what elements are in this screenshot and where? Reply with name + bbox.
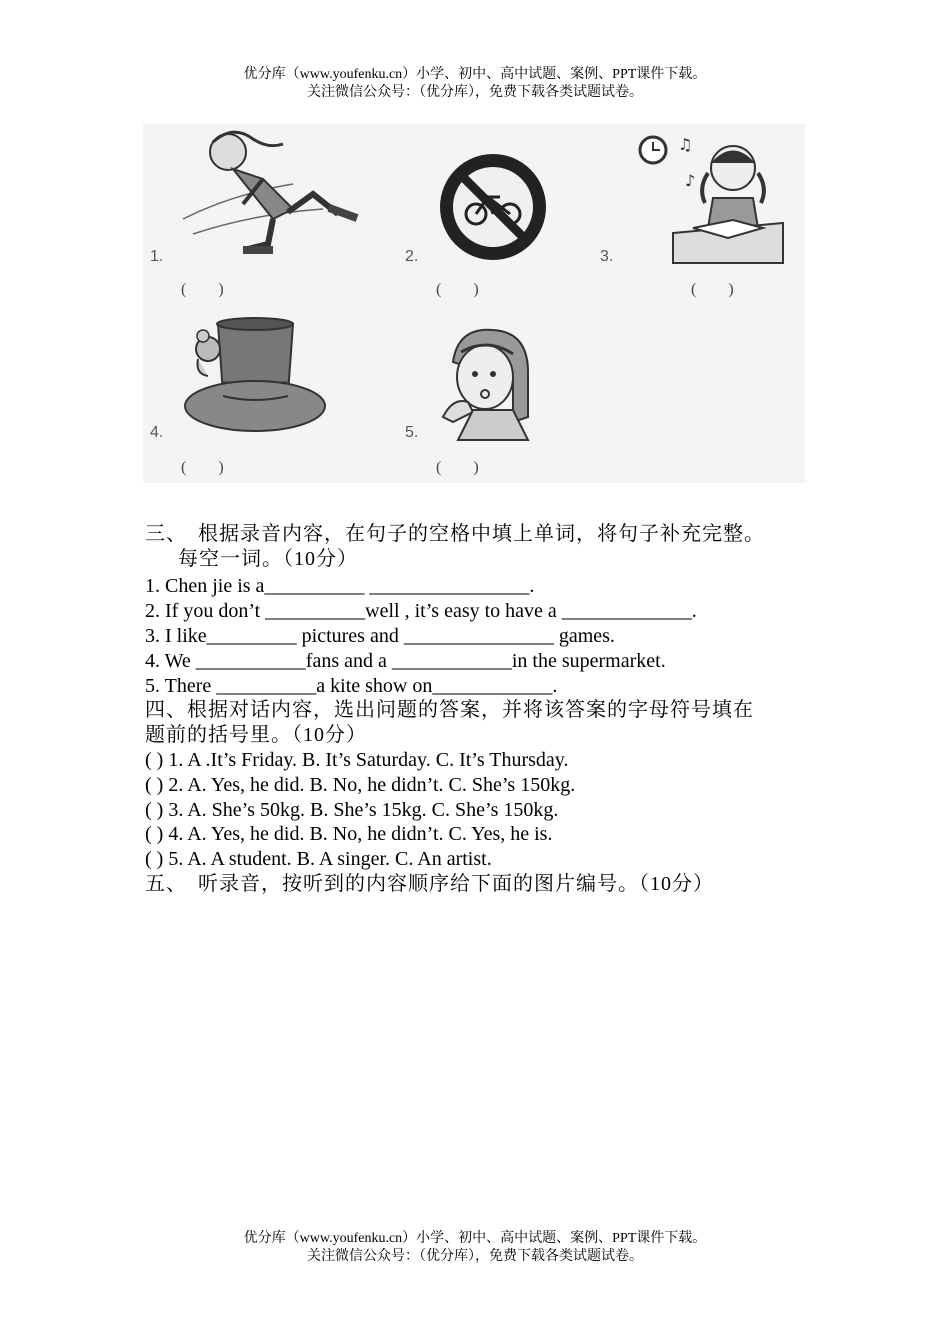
section-4-title-cont: 题前的括号里。（10分）: [145, 724, 367, 746]
answer-paren: ( ): [181, 459, 224, 476]
choice-item: ( ) 2. A. Yes, he did. B. No, he didn’t. C. She’s 150kg.: [145, 774, 576, 796]
choice-item: ( ) 3. A. She’s 50kg. B. She’s 15kg. C. She’s 150kg.: [145, 799, 559, 821]
picture-number: 5.: [405, 424, 419, 441]
answer-paren: ( ): [691, 281, 734, 298]
fill-blank-item: 1. Chen jie is a__________ ________________.: [145, 575, 535, 597]
header-line-1: 优分库（www.youfenku.cn）小学、初中、高中试题、案例、PPT课件下载。: [243, 67, 707, 82]
answer-paren: ( ): [436, 459, 479, 476]
section-3-title-cont: 每空一词。（10分）: [178, 548, 358, 570]
thinking-girl-icon: [433, 322, 543, 442]
mouse-top-hat-icon: [183, 314, 328, 444]
answer-paren: ( ): [436, 281, 479, 298]
picture-number: 4.: [150, 424, 164, 441]
answer-paren: ( ): [181, 281, 224, 298]
section-3-title: 三、 根据录音内容，在句子的空格中填上单词，将句子补充完整。: [145, 523, 765, 545]
choice-item: ( ) 1. A .It’s Friday. B. It’s Saturday. C. It’s Thursday.: [145, 749, 569, 771]
picture-number: 2.: [405, 248, 419, 265]
fill-blank-item: 3. I like_________ pictures and _______________ games.: [145, 625, 615, 647]
header-line-2: 关注微信公众号：（优分库），免费下载各类试题试卷。: [307, 85, 643, 100]
section-4-title: 四、根据对话内容，选出问题的答案，并将该答案的字母符号填在: [145, 699, 754, 721]
page-header: [0, 66, 950, 102]
svg-text:♫: ♫: [678, 135, 693, 154]
no-bicycle-sign-icon: [438, 152, 548, 262]
fill-blank-item: 4. We ___________fans and a ____________in the supermarket.: [145, 650, 666, 672]
picture-panel: [143, 124, 805, 483]
fill-blank-item: 2. If you don’t __________well , it’s easy to have a _____________.: [145, 600, 697, 622]
page-footer: [0, 1230, 950, 1266]
fill-blank-item: 5. There __________a kite show on____________.: [145, 675, 558, 697]
picture-number: 1.: [150, 248, 164, 265]
skating-girl-icon: [173, 124, 363, 269]
footer-line-2: 关注微信公众号：（优分库），免费下载各类试题试卷。: [307, 1249, 643, 1264]
section-5-title: 五、 听录音，按听到的内容顺序给下面的图片编号。（10分）: [145, 873, 714, 895]
choice-item: ( ) 5. A. A student. B. A singer. C. An artist.: [145, 848, 492, 870]
choice-item: ( ) 4. A. Yes, he did. B. No, he didn’t. C. Yes, he is.: [145, 823, 553, 845]
footer-line-1: 优分库（www.youfenku.cn）小学、初中、高中试题、案例、PPT课件下载。: [243, 1231, 707, 1246]
girl-reading-music-icon: [633, 128, 793, 268]
picture-number: 3.: [600, 248, 614, 265]
svg-text:♪: ♪: [685, 171, 696, 190]
